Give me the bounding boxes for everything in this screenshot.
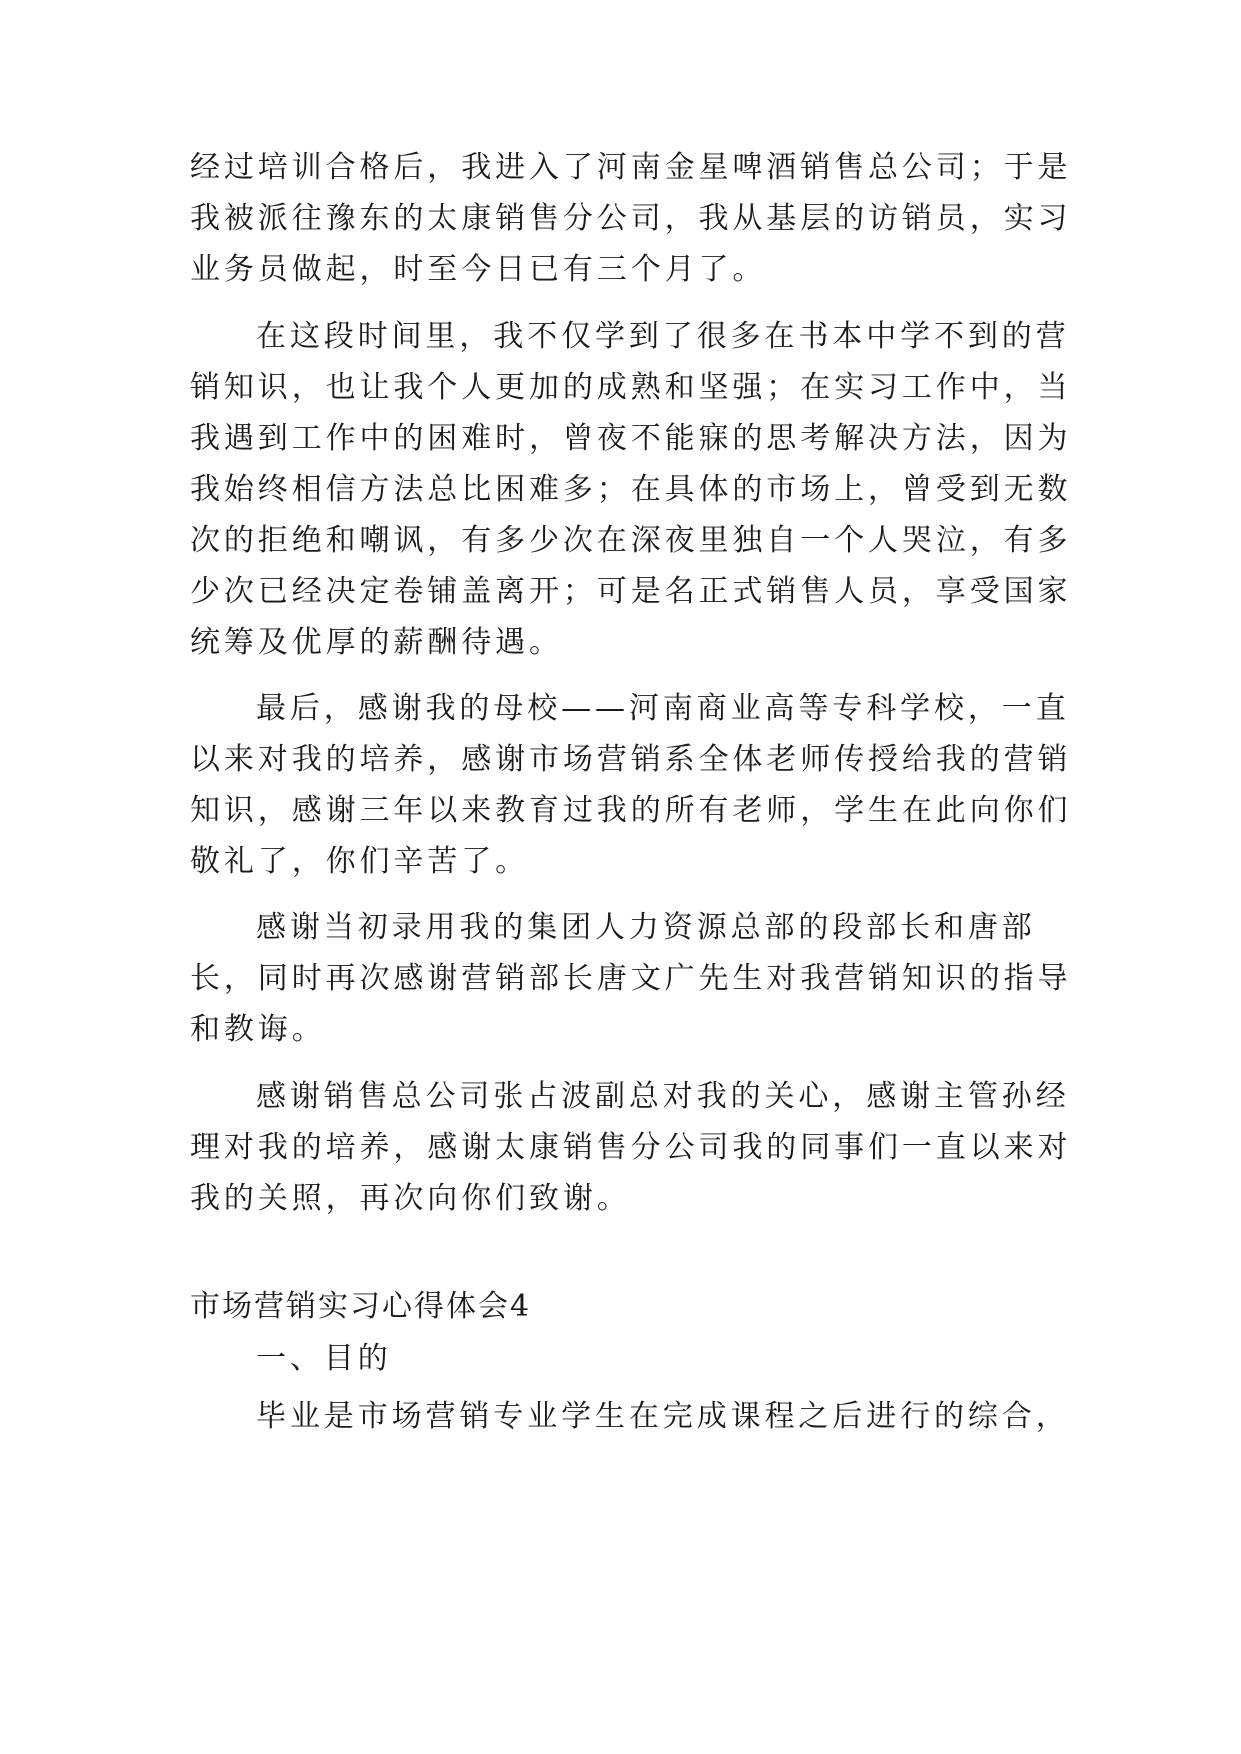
paragraph-line: 少次已经决定卷铺盖离开；可是名正式销售人员，享受国家	[190, 574, 1072, 609]
paragraph-line: 次的拒绝和嘲讽，有多少次在深夜里独自一个人哭泣，有多	[190, 523, 1072, 558]
paragraph-line: 感谢当初录用我的集团人力资源总部的段部长和唐部	[256, 910, 1036, 945]
paragraph-line: 感谢销售总公司张占波副总对我的关心，感谢主管孙经	[256, 1079, 1070, 1114]
paragraph-line: 我被派往豫东的太康销售分公司，我从基层的访销员，实习	[190, 201, 1072, 236]
paragraph-line: 我的关照，再次向你们致谢。	[190, 1181, 631, 1216]
paragraph-line: 以来对我的培养，感谢市场营销系全体老师传授给我的营销	[190, 742, 1072, 777]
paragraph-line: 敬礼了，你们辛苦了。	[190, 844, 529, 879]
paragraph-line: 最后，感谢我的母校——河南商业高等专科学校，一直	[256, 691, 1070, 726]
paragraph-line: 我始终相信方法总比困难多；在具体的市场上，曾受到无数	[190, 472, 1072, 507]
section-title: 市场营销实习心得体会4	[190, 1289, 532, 1324]
paragraph-line: 经过培训合格后，我进入了河南金星啤酒销售总公司；于是	[190, 150, 1072, 185]
paragraph-line: 统筹及优厚的薪酬待遇。	[190, 625, 563, 660]
paragraph-line: 长，同时再次感谢营销部长唐文广先生对我营销知识的指导	[190, 961, 1072, 996]
paragraph-line: 业务员做起，时至今日已有三个月了。	[190, 252, 767, 287]
paragraph-line: 和教诲。	[190, 1012, 326, 1047]
paragraph-line: 知识，感谢三年以来教育过我的所有老师，学生在此向你们	[190, 793, 1072, 828]
subsection-heading: 一、目的	[256, 1341, 392, 1376]
paragraph-line: 我遇到工作中的困难时，曾夜不能寐的思考解决方法，因为	[190, 421, 1072, 456]
paragraph-line: 在这段时间里，我不仅学到了很多在书本中学不到的营	[256, 319, 1070, 354]
paragraph-line: 销知识，也让我个人更加的成熟和坚强；在实习工作中，当	[190, 370, 1072, 405]
paragraph-line: 毕业是市场营销专业学生在完成课程之后进行的综合，	[256, 1399, 1070, 1434]
paragraph-line: 理对我的培养，感谢太康销售分公司我的同事们一直以来对	[190, 1130, 1072, 1165]
